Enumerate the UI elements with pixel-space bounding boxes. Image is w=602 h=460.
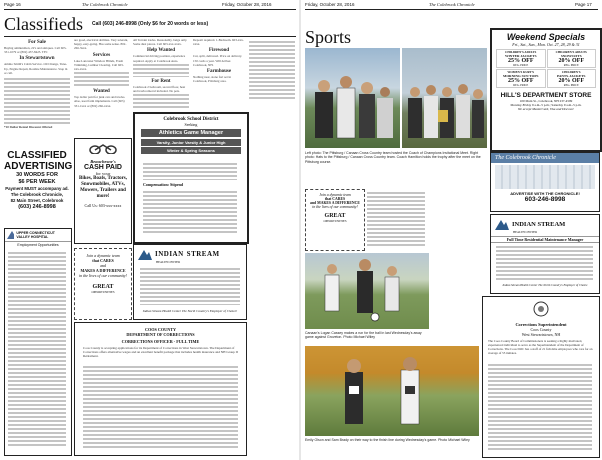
indian-stream2-sub: HEALTH CENTER [513,230,538,234]
chronicle-advertise-ad [490,152,600,212]
left-masthead: The Colebrook Chronicle [82,2,128,7]
col1-head1: For Sale [28,40,46,45]
col4-text2: Cut, split, delivered. Price on delivery. 150 cords a year. Will deliver. Colebrook, NH. [193,54,243,67]
indian-stream2-body [496,245,593,281]
chronicle-ad-phone: 603-246-8998 [524,196,566,203]
cash-ad-headline: CASH PAID [84,164,122,171]
col3-text2: Commercial driving position, experience required. Apply at Colebrook Auto. [133,54,186,63]
deal1-d: REG. PRICE [513,64,529,67]
team-ad-line5: in the lives of our community! [79,273,127,278]
deal2-a: CHILDREN'S ADULTS [555,50,587,54]
indian-stream-footer: Indian Stream Health Center The North Country's Employer of Choice! [142,309,238,313]
runners-finish-image [305,346,479,436]
hospital-logo-icon [7,231,14,239]
athletics-ad-org: Colebrook School District [163,117,219,122]
classified-ad-line5: 82 Main Street, Colebrook [10,198,64,203]
team-ad2-line4: in the lives of our community! [312,205,358,209]
coos2-seal [483,301,599,322]
indian-stream2-title: Full Time Residential Maintenance Manager [491,236,599,243]
deal2-d: REG. PRICE [563,64,579,67]
hills-weekend-specials-ad [490,28,602,152]
team-ad-logo2: OPPORTUNITIES [91,290,115,294]
athletics-ad-seeking: Seeking [184,122,198,127]
hills-ad-deals [492,47,600,90]
runners-image [305,48,400,148]
team-ad2-line2: that CARES [324,197,346,201]
indian-stream-brand2: STREAM [186,250,220,258]
col1-head2: In Stewartstown [19,56,55,62]
deal4-c: 20% OFF [558,78,584,84]
chronicle-ad-tagline: ADVERTISE WITH THE CHRONICLE! [510,191,580,196]
coos-superintendent-ad [482,296,600,458]
team-ad [74,248,132,320]
coos2-org: Coos County [530,327,552,332]
team-ad2-line3: and MAKES A DIFFERENCE [310,201,360,205]
classified-ad-line4: The Colebrook Chronicle, [10,192,64,197]
deal1-b: WINTER JACKETS [504,54,537,58]
col2-head1: Services [92,52,111,58]
valley-hospital-header [5,229,71,242]
right-masthead: The Colebrook Chronicle [429,2,475,7]
coos-corrections-ad [74,322,247,456]
left-top-rule [4,9,296,10]
athletics-ad-position3: Winter & Spring Seasons [141,147,241,154]
classifieds-subheading: Call (603) 246-8998 (Only $6 for 20 words or less) [92,21,209,27]
hills-deal-2 [547,49,597,68]
chronicle-ad-title: The Colebrook Chronicle [491,153,599,163]
deal3-c: 25% OFF [508,78,534,84]
hills-deal-1 [496,49,546,68]
athletics-ad-duties [143,162,237,180]
right-folio: Page 17 [575,2,592,7]
team-ad-line2: that CARES [92,258,114,263]
cash-ad-brand: Beauchesne's [90,159,116,164]
athletics-ad-compensation: Compensation: Stipend [143,182,184,187]
indian-stream-body [140,267,240,305]
col3-head1: Help Wanted [146,48,176,54]
valley-hospital-subtitle: Employment Opportunities [17,243,59,247]
hills-hours: Monday-Friday 9 a.m.-5 p.m.; Saturday 9 a.m.-5 p.m. [510,103,582,107]
col5-body-text [249,40,295,100]
team-ad-right [305,189,365,251]
classified-ad-line1: 30 WORDS FOR [16,172,58,178]
classified-advertising-ad [4,150,73,224]
athletics-ad-position: Athletics Game Manager [141,129,241,137]
hills-deal-3 [496,69,546,88]
cash-ad-items: Bikes, Boats, Tractors, Snowmobiles, ATVs, Mowers, Trailers and more! [78,176,127,199]
hills-deal-4 [547,69,597,88]
deal3-a: WOMEN'S KURT'S [507,70,535,74]
col1-text1: Buying ammunition, 22's and antiques. Call 603-331-1079 or (802) 437-8425. TFC [4,46,67,55]
county-seal-icon [533,301,549,317]
soccer-photo [305,253,429,329]
cross-country-photo-right [402,48,487,148]
valley-hospital-name: UPPER CONNECTICUT VALLEY HOSPITAL [16,231,55,239]
coos-ad-body: Coos County is accepting applications for its Department of Corrections in West Stewartstown. The Department of Corrections offers alternative wages and an excellent benefit package that includes health insurance and NH Group II Retirement. [83,346,238,359]
coos2-body: The Coos County Board of Commissioners is seeking a highly motivated, experienced individual to serve as the Superintendent of the Department of Corrections. The Coos DOC has a staff of 21 full-time employees who care for an average of 55 inmates. [488,339,593,355]
cash-paid-ad [74,138,132,244]
coos-ad-title3: CORRECTIONS OFFICER - FULL TIME [121,339,200,344]
hills-address: 100 Main St., Colebrook, NH 237-4599 [519,99,573,103]
left-page [0,0,299,460]
deal4-b: PANTS-JACKETS [556,74,586,78]
col2-text3: Top dollar paid for junk cars and trucks. Also, used farm implements. Call (603) 331-1xxx or (802) 266-xxxx. [74,95,126,108]
deal4-d: REG. PRICE [563,84,579,87]
deal4-a: CHILDREN'S [561,70,581,74]
classified-column-1 [4,38,70,148]
hills-ad-headline: Weekend Specials [506,32,586,42]
runners-finish-photo [305,346,479,436]
coos2-more-body [488,363,592,451]
col4-head1: Firewood [208,48,230,54]
col3-text3: Colebrook 2 bedroom, second floor, heat and trash removal included. No pets. [133,84,186,94]
cash-ad-phone: Call Us: 603-xxx-xxxx [84,203,122,208]
right-small-ad-text [367,191,425,247]
sports-heading: Sports [305,27,352,47]
team-ad-line4: MAKES A DIFFERENCE [80,268,126,273]
classified-ad-title1: CLASSIFIED [7,150,67,161]
soccer-players-image [305,253,429,329]
team-ad-logo: GREAT [92,284,114,290]
deal3-d: REG. PRICE [513,84,529,87]
valley-hospital-ad [4,228,72,456]
deal2-c: 20% OFF [558,58,584,64]
deal1-a: CHILDREN'S ADULTS [505,50,537,54]
coos-ad-title2: DEPARTMENT OF CORRECTIONS [126,332,195,337]
right-page [301,0,602,460]
indian-stream2-footer: Indian Stream Health Center The North Country's Employer of Choice [502,283,588,287]
indian-stream-brand: INDIAN [155,250,184,258]
col4-text3: Nothing near, stone fort set in Colebrook, Pittsburg area. [193,75,231,84]
col1-body-text [4,77,70,125]
athletics-job-ad [133,112,249,244]
cash-ad-subline: for your [95,171,111,176]
chronicle-ad-clip-image [495,165,595,189]
indian-stream-sub: HEALTH CENTER [156,260,181,264]
team-ad2-logo2: OPPORTUNITIES [323,219,347,223]
photo-caption-2: Canaan's Logan Cassey makes a run for the ball in last Wednesday's away game against Groveton. Photo Michael Wiley [305,331,422,340]
hills-note: We accept MasterCard, Visa and Discover [518,107,574,111]
left-date: Friday, October 28, 2016 [222,2,272,7]
team-ad2-logo: GREAT [324,213,346,219]
right-date: Friday, October 28, 2016 [305,2,355,7]
indian-stream-ad-left [133,244,247,320]
col1-text2: Ammo Smith's Cabin Service. Oil Change, Tune-Up, Engine Repair, Routine Maintenance. Stop in or call. [4,62,68,75]
classified-ad-phone: (603) 246-8998 [18,204,56,210]
col4-text1: Deposit required. 1-Bedroom. 603-xxx-xxxx. [193,38,244,47]
cross-country-photo-left [305,48,400,148]
col3-body-text [133,63,189,77]
col2-head2: Wanted [93,89,110,95]
athletics-ad-position2: Varsity, Junior Varsity & Junior High [141,139,241,146]
left-section-rule [4,36,296,37]
indian-stream2-brand: INDIAN STREAM [512,220,566,228]
col3-body-text-2 [133,93,189,109]
classified-column-4 [193,38,245,103]
left-folio: Page 16 [4,2,21,7]
mountain-logo-icon-2 [495,218,509,230]
coos-ad-title1: COOS COUNTY [144,327,177,332]
deal2-b: SNOWSUITS [560,54,582,58]
team-ad-line1: Join a dynamic team [86,253,120,258]
deal3-b: MORNING SUN TOPS [503,74,539,78]
col2-text1: are good, electrical abilities. Very tolerant, happy, easy-going. Has some sense. 802-266-3xxx. [74,38,129,51]
motorcycle-logo-icon [88,142,118,154]
col4-head2: Farmhouse [206,69,232,75]
deal1-c: 25% OFF [508,58,534,64]
coos2-place: West Stewartstown, NH [521,332,561,337]
athletics-ad-body [143,190,237,234]
hills-store-name: HILL'S DEPARTMENT STORE [500,92,592,99]
col3-text1: All Terrain tracks. Reasonably, beige only. Some dust pieces. Call 603-xxx-xxxx. [133,38,188,47]
hills-ad-dates: Fri., Sat., Sun., Mon. Oct. 27, 28, 29 & 31 [512,42,580,47]
classifieds-heading: Classifieds [4,14,83,34]
coos-ad-more-body [83,365,238,449]
col2-text2: Lake Lancaster Window Blinds, Fresh Trimming, Lumber Clearing. Call 603-xxx-xxxx. [74,58,124,72]
classified-column-2 [74,38,129,138]
valley-hospital-body-text [8,251,66,447]
photo-caption-1: Left photo: The Pittsburg / Canaan Cross Country team hosted the Coach of Champions Invitational Meet. Right photo: Hats to the Pittsburg / Canaan Cross Country team. Coach Hamilton holds the trophy after the meet on the Pittsburg course. [305,151,481,164]
right-top-rule [305,9,598,10]
classified-ad-line2: $6 PER WEEK [18,179,56,185]
coos2-title: Corrections Superintendent [515,322,567,327]
mountain-logo-icon [138,248,152,260]
classified-ad-line3: Payment MUST accompany ad. [5,186,69,191]
team-ad2-line1: Join a dynamic team [319,193,351,197]
indian-stream-ad-right [490,214,600,294]
col2-body-text [74,71,129,87]
classified-ad-title2: ADVERTISING [4,161,73,172]
team-trophy-image [402,48,487,148]
photo-caption-3: Emily Olson and Sam Brady on their way to the finish line during Wednesday's game. Photo Michael Wiley [305,438,470,442]
col1-footer: *10 Dollar Rental Discount Offered [4,125,53,130]
team-ad-line3: and [100,263,106,268]
col3-head2: For Rent [151,78,171,84]
